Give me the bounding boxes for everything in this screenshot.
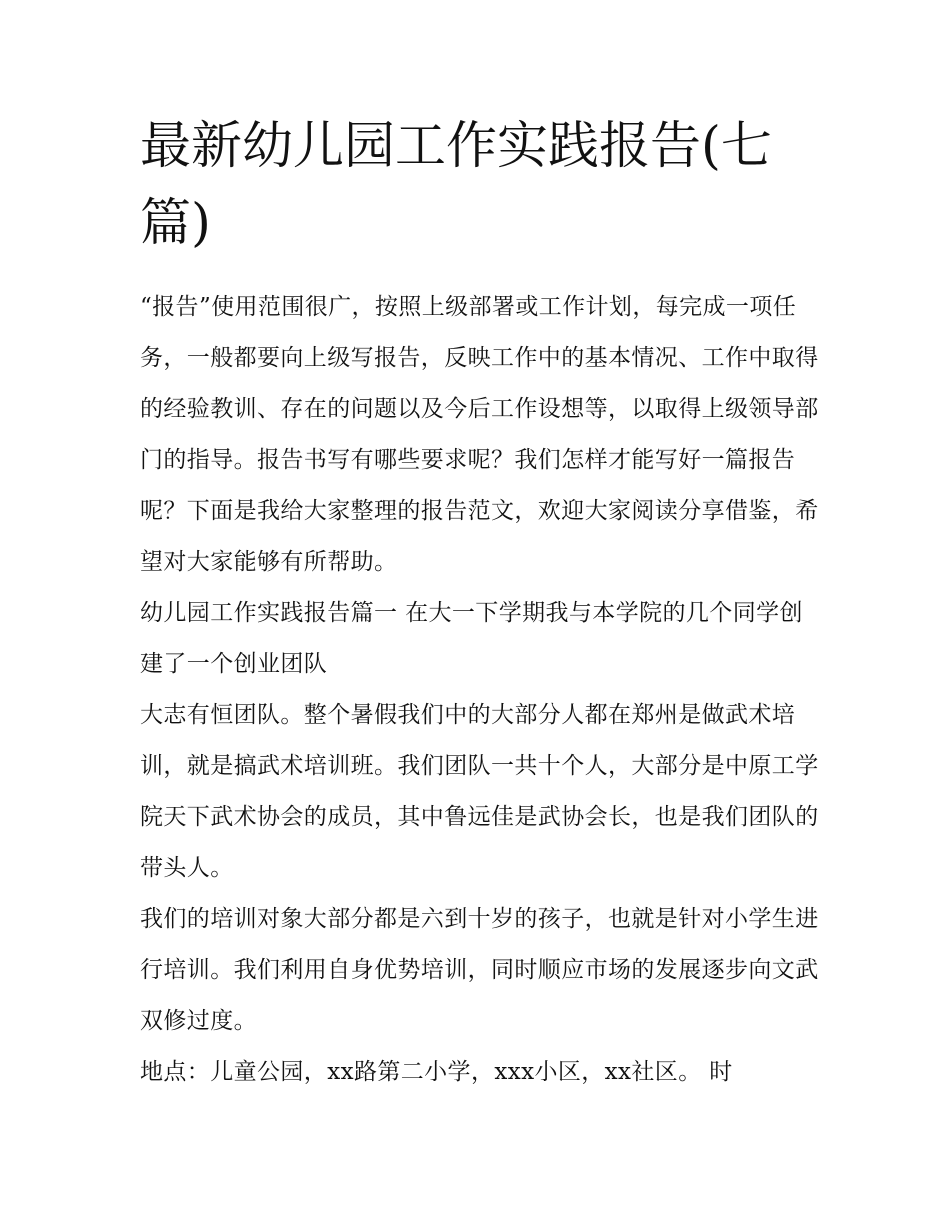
document-title: 最新幼儿园工作实践报告(七篇)	[140, 117, 772, 253]
paragraph-training: 我们的培训对象大部分都是六到十岁的孩子，也就是针对小学生进行培训。我们利用自身优势培训，同时顺应市场的发展逐步向文武双修过度。	[140, 906, 819, 1034]
document-body	[140, 282, 820, 1098]
paragraph-team: 大志有恒团队。整个暑假我们中的大部分人都在郑州是做武术培训，就是搞武术培训班。我们团队一共十个人，大部分是中原工学院天下武术协会的成员，其中鲁远佳是武协会长，也是我们团队的带头人。	[140, 702, 819, 881]
paragraph-section-heading: 幼儿园工作实践报告篇一 在大一下学期我与本学院的几个同学创建了一个创业团队	[140, 600, 803, 677]
paragraph-location: 地点：儿童公园，xx路第二小学，xxx小区，xx社区。 时	[140, 1059, 733, 1085]
paragraph-intro: “报告”使用范围很广，按照上级部署或工作计划，每完成一项任务，一般都要向上级写报告，反映工作中的基本情况、工作中取得的经验教训、存在的问题以及今后工作设想等，以取得上级领导部门的指导。报告书写有哪些要求呢？我们怎样才能写好一篇报告呢？下面是我给大家整理的报告范文，欢迎大家阅读分享借鉴，希望对大家能够有所帮助。	[140, 294, 819, 575]
